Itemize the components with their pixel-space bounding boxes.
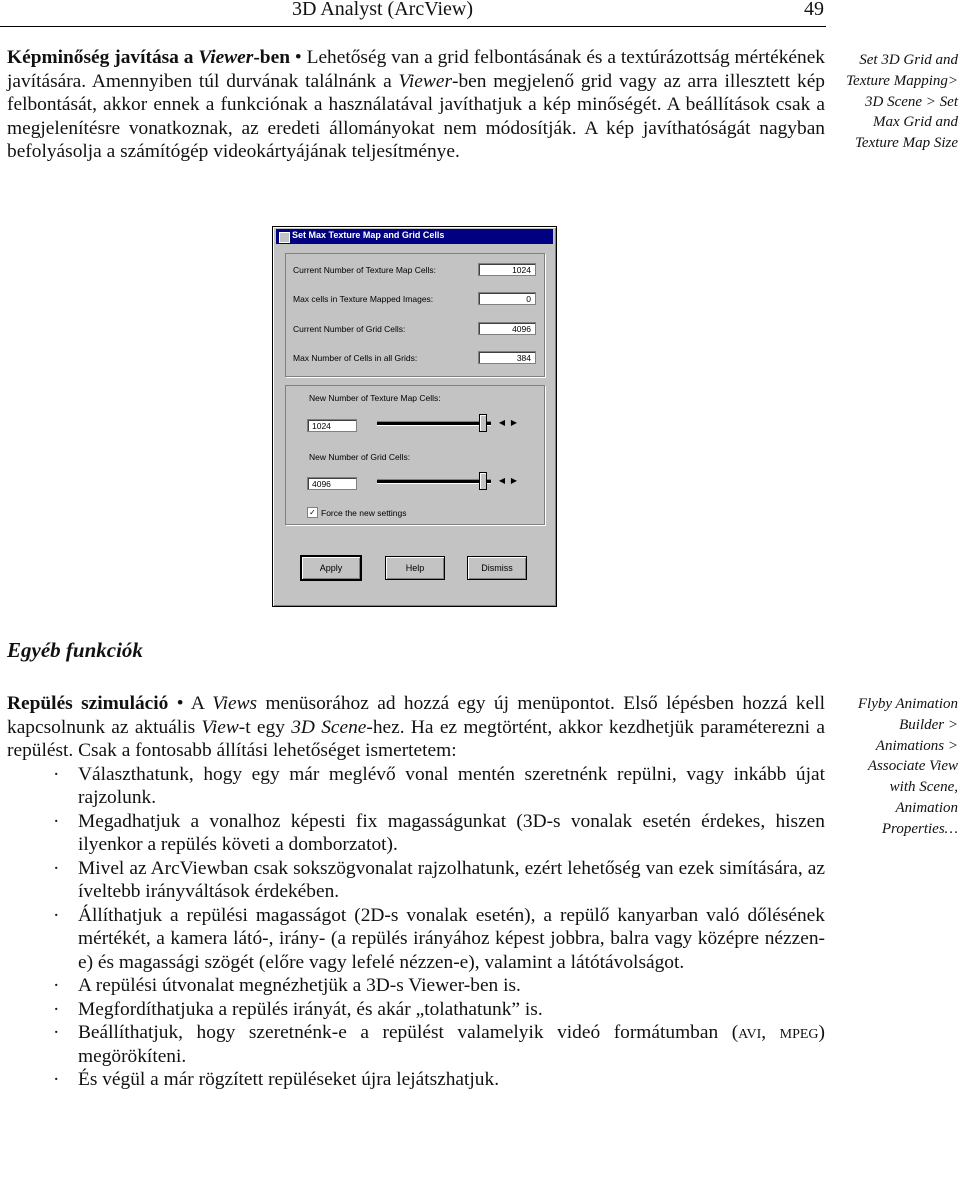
margin-note-flyby: Flyby Animation Builder > Animations > Associate View with Scene, Animation Properties… xyxy=(857,696,958,837)
viewer-term: Viewer xyxy=(398,70,453,92)
paragraph-text: Lehetőség van a grid felbontásának és a textúrázottság mértékének javítására. Amennyiben túl durvának találnánk a xyxy=(7,47,825,92)
term-label: Képminőség javítása a Viewer-ben xyxy=(7,47,290,68)
term-bullet: • xyxy=(289,47,307,68)
max-texture-label: Max cells in Texture Mapped Images: xyxy=(293,294,434,304)
current-grid-label: Current Number of Grid Cells: xyxy=(293,324,406,334)
current-texture-label: Current Number of Texture Map Cells: xyxy=(293,265,436,275)
section-flight-simulation xyxy=(7,692,825,1092)
list-item: · Állíthatjuk a repülési magasságot (2D-s vonalak esetén), a repülő kanyarban való dőlésének mértékét, a kamera látó-, irány- (a repülés irányához képest jobbra, balra vagy középre nézzen-e) és magassági szögét (előre vagy lefelé nézzen-e), valamint a látótávolságot. xyxy=(7,904,825,975)
texture-slider-thumb[interactable] xyxy=(479,414,487,432)
force-settings-label: Force the new settings xyxy=(321,508,407,518)
list-item: · Választhatunk, hogy egy már meglévő vonal mentén szeretnénk repülni, vagy inkább újat rajzolunk. xyxy=(7,763,825,810)
dialog-titlebar xyxy=(276,229,553,244)
running-title: 3D Analyst (ArcView) xyxy=(292,0,473,20)
list-item: · Megadhatjuk a vonalhoz képesti fix magasságunkat (3D-s vonalak esetén érdekes, hiszen ilyenkor a repülés követi a domborzatot). xyxy=(7,810,825,857)
window-icon xyxy=(279,232,290,243)
current-grid-value: 4096 xyxy=(478,322,536,335)
scene-term: 3D Scene xyxy=(291,716,367,738)
views-term: Views xyxy=(212,693,258,714)
page-number: 49 xyxy=(804,0,824,20)
section-image-quality xyxy=(7,46,825,164)
help-button[interactable]: Help xyxy=(385,556,445,580)
max-grid-label: Max Number of Cells in all Grids: xyxy=(293,353,418,363)
text-part: -hez. Ha ez megtörtént, akkor kezdhetjük paraméterezni a repülést. Csak a fontosabb állítási lehetőséget ismertetem: xyxy=(7,716,825,761)
section-heading: Egyéb funkciók xyxy=(7,638,143,662)
page-header xyxy=(0,0,826,27)
max-grid-value: 384 xyxy=(478,351,536,364)
text-part: A xyxy=(190,693,213,714)
list-item: · És végül a már rögzített repüléseket újra lejátszhatjuk. xyxy=(7,1068,825,1092)
set-max-texture-dialog xyxy=(272,226,557,607)
grid-right-arrow-icon[interactable]: ▶ xyxy=(510,476,518,485)
max-texture-value: 0 xyxy=(478,292,536,305)
list-item: · Megfordíthatjuka a repülés irányát, és akár „tolathatunk” is. xyxy=(7,998,825,1022)
list-item: · Beállíthatjuk, hogy szeretnénk-e a repülést valamelyik videó formátumban (avi, mpeg) megörökíteni. xyxy=(7,1021,825,1068)
intro-paragraph xyxy=(7,692,825,763)
grid-slider-thumb[interactable] xyxy=(479,472,487,490)
grid-left-arrow-icon[interactable]: ◀ xyxy=(498,476,506,485)
grid-slider-track[interactable] xyxy=(377,479,491,484)
dismiss-button[interactable]: Dismiss xyxy=(467,556,527,580)
texture-left-arrow-icon[interactable]: ◀ xyxy=(498,418,506,427)
new-texture-label: New Number of Texture Map Cells: xyxy=(309,393,441,403)
text-part: menüsorához ad hozzá egy új menüpontot. Első lépésben hozzá kell kapcsolnunk az aktuális xyxy=(7,693,825,738)
texture-right-arrow-icon[interactable]: ▶ xyxy=(510,418,518,427)
margin-note-texture: Set 3D Grid and Texture Mapping> 3D Scene > Set Max Grid and Texture Map Size xyxy=(846,52,958,152)
current-texture-value: 1024 xyxy=(478,263,536,276)
list-item: · A repülési útvonalat megnézhetjük a 3D-s Viewer-ben is. xyxy=(7,974,825,998)
view-term: View xyxy=(201,716,239,738)
term-label-flight: Repülés szimuláció xyxy=(7,693,169,714)
dialog-title: Set Max Texture Map and Grid Cells xyxy=(292,230,445,240)
texture-slider-track[interactable] xyxy=(377,421,491,426)
list-item: · Mivel az ArcViewban csak sokszögvonalat rajzolhatunk, ezért lehetőség van ezek simítására, az íveltebb irányváltások érdekében. xyxy=(7,857,825,904)
paragraph-text-cont: -ben megjelenő grid vagy az arra illesztett kép felbontását, akkor ennek a funkciónak a használatával javíthatjuk a kép minőségét. A beállítások csak a megjelenítésre vonatkoznak, az eredeti állományokat nem módosítják. A kép javíthatóságát nagyban befolyásolja a számítógép videokártyájának teljesítménye. xyxy=(7,70,826,162)
apply-button[interactable]: Apply xyxy=(301,556,361,580)
new-grid-label: New Number of Grid Cells: xyxy=(309,452,411,462)
force-settings-checkbox[interactable]: ✓ xyxy=(307,507,318,518)
new-grid-input[interactable]: 4096 xyxy=(307,477,357,490)
text-part: -t egy xyxy=(238,716,292,738)
new-texture-input[interactable]: 1024 xyxy=(307,419,357,432)
term-bullet-flight: • xyxy=(168,693,191,714)
options-list xyxy=(7,763,825,1092)
